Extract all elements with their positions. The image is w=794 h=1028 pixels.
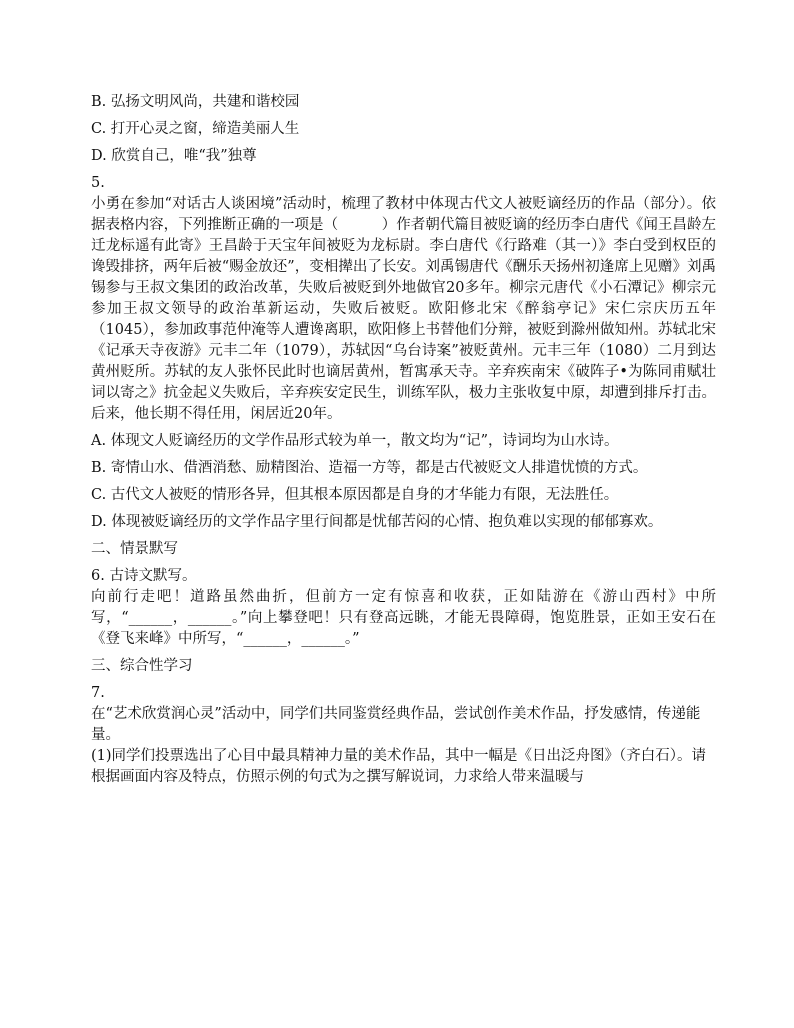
q5-option-b[interactable]: B. 寄情山水、借酒消愁、励精图治、造福一方等，都是古代被贬文人排遣忧愤的方式。 [91, 460, 648, 476]
q4-option-b[interactable]: B. 弘扬文明风尚，共建和谐校园 [91, 94, 300, 110]
q5-option-c[interactable]: C. 古代文人被贬的情形各异，但其根本原因都是自身的才华能力有限，无法胜任。 [91, 487, 619, 503]
section-heading-recitation: 二、情景默写 [91, 541, 178, 557]
q5-option-d[interactable]: D. 体现被贬谪经历的文学作品字里行间都是忧郁苦闷的心情、抱负难以实现的郁郁寡欢。 [91, 514, 663, 530]
q6-text: 向前行走吧！道路虽然曲折，但前方一定有惊喜和收获，正如陆游在《游山西村》中所写，“______，______。”向上攀登吧！只有登高远眺，才能无畏障碍，饱览胜景，正如王安石在《登飞来峰》中所写，“______，______。” [91, 589, 716, 647]
q5-number: 5. [91, 175, 105, 191]
exam-content [91, 92, 716, 788]
q6-number: 6. 古诗文默写。 [91, 568, 197, 584]
q5-option-a[interactable]: A. 体现文人贬谪经历的文学作品形式较为单一，散文均为“记”，诗词均为山水诗。 [91, 433, 619, 449]
section-heading-comprehensive: 三、综合性学习 [91, 658, 193, 674]
q5-stem: 小勇在参加“对话古人谈困境”活动时，梳理了教材中体现古代文人被贬谪经历的作品（部分）。依据表格内容，下列推断正确的一项是（ ）作者朝代篇目被贬谪的经历李白唐代《闻王昌龄左迁龙标遥有此寄》王昌龄于天宝年间被贬为龙标尉。李白唐代《行路难（其一）》李白受到权臣的谗毁排挤，两年后被“赐金放还”，变相撵出了长安。刘禹锡唐代《酬乐天扬州初逢席上见赠》刘禹锡参与王叔文集团的政治改革，失败后被贬到外地做官20多年。柳宗元唐代《小石潭记》柳宗元参加王叔文领导的政治革新运动，失败后被贬。欧阳修北宋《醉翁亭记》宋仁宗庆历五年（1045），参加政事范仲淹等人遭谗离职，欧阳修上书替他们分辩，被贬到滁州做知州。苏轼北宋《记承天寺夜游》元丰二年（1079），苏轼因“乌台诗案”被贬黄州。元丰三年（1080）二月到达黄州贬所。苏轼的友人张怀民此时也谪居黄州，暂寓承天寺。辛弃疾南宋《破阵子•为陈同甫赋壮词以寄之》抗金起义失败后，辛弃疾安定民生，训练军队，极力主张收复中原，却遭到排斥打击。后来，他长期不得任用，闲居近20年。 [91, 196, 717, 422]
q7-part1: (1)同学们投票选出了心目中最具精神力量的美术作品，其中一幅是《日出泛舟图》（齐白石）。请根据画面内容及特点，仿照示例的句式为之撰写解说词，力求给人带来温暖与 [91, 748, 707, 785]
q4-option-d[interactable]: D. 欣赏自己，唯“我”独尊 [91, 148, 257, 164]
q4-option-c[interactable]: C. 打开心灵之窗，缔造美丽人生 [91, 121, 300, 137]
q7-intro: 在“艺术欣赏润心灵”活动中，同学们共同鉴赏经典作品，尝试创作美术作品，抒发感情，传递能量。 [91, 706, 701, 743]
q7-number: 7. [91, 685, 105, 701]
